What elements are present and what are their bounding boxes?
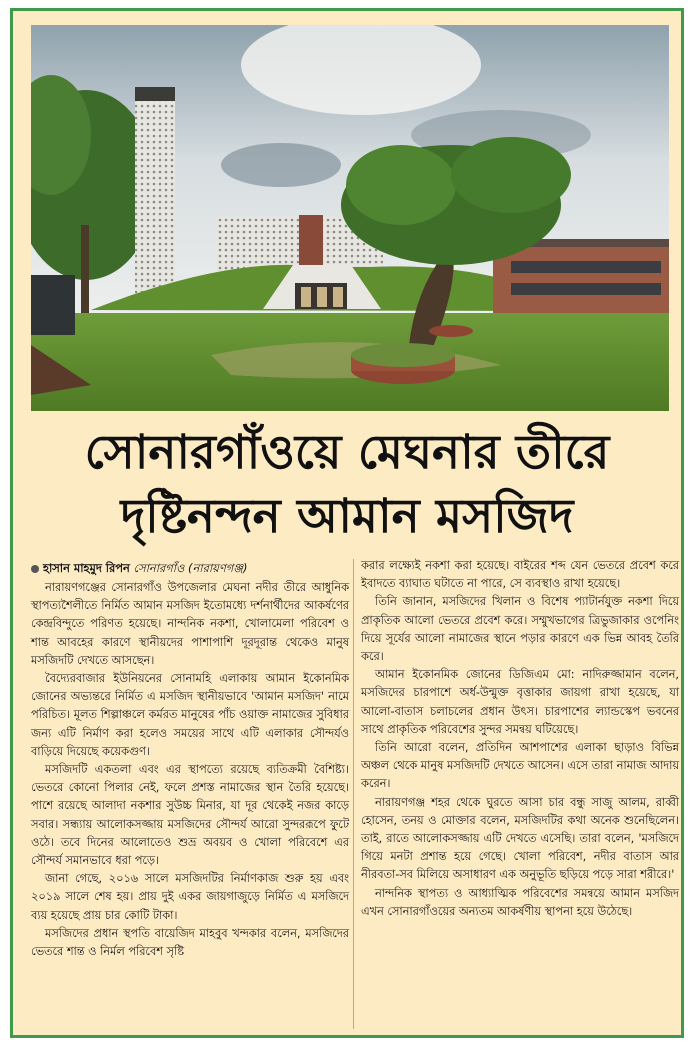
paragraph: জানা গেছে, ২০১৬ সালে মসজিদটির নির্মাণকাজ শুরু হয় এবং ২০১৯ সালে শেষ হয়। প্রায় দুই একর জায়গাজুড়ে নির্মিত এ মসজিদে ব্যয় হয়েছে প্রায় চার কোটি টাকা। <box>31 872 349 922</box>
left-column <box>31 579 349 961</box>
paragraph: তিনি আরো বলেন, প্রতিদিন আশপাশের এলাকা ছাড়াও বিভিন্ন অঞ্চল থেকে মানুষ মসজিদটি দেখতে আসেন। এসে তারা নামাজ আদায় করেন। <box>361 741 679 791</box>
paragraph: বৈদ্যেরবাজার ইউনিয়নের সোনামহি এলাকায় আমান ইকোনমিক জোনের অভ্যন্তরে নির্মিত এ মসজিদ স্থানীয়ভাবে 'আমান মসজিদ' নামে পরিচিত। মূলত শিল্পাঞ্চলে কর্মরত মানুষের পাঁচ ওয়াক্ত নামাজের সুবিধার জন্য এটি নির্মাণ করা হলেও সময়ের সাথে এটি এলাকার সৌন্দর্যও বাড়িয়ে দিয়েছে কয়েকগুণ। <box>31 672 349 758</box>
paragraph: মসজিদটি একতলা এবং এর স্থাপত্যে রয়েছে ব্যতিক্রমী বৈশিষ্ট্য। ভেতরে কোনো পিলার নেই, ফলে প্রশস্ত নামাজের স্থান তৈরি হয়েছে। পাশে রয়েছে আলাদা নকশার সুউচ্চ মিনার, যা দূর থেকেই নজর কাড়ে সবার। সন্ধ্যায় আলোকসজ্জায় মসজিদের সৌন্দর্য আরো সুন্দররূপে ফুটে ওঠে। তবে দিনের আলোতেও শুভ্র অবয়ব ও খোলা পরিবেশে এর সৌন্দর্য সমানভাবে ধরা পড়ে। <box>31 763 349 868</box>
byline-location: সোনারগাঁও (নারায়ণগঞ্জ) <box>133 561 248 575</box>
column-divider <box>353 559 354 1029</box>
paragraph: করার লক্ষ্যেই নকশা করা হয়েছে। বাইরের শব্দ যেন ভেতরে প্রবেশ করে ইবাদতে ব্যাঘাত ঘটাতে না পারে, সে ব্যবস্থাও রাখা হয়েছে। <box>361 559 679 591</box>
article-frame <box>10 8 684 1038</box>
paragraph: নান্দনিক স্থাপত্য ও আধ্যাত্মিক পরিবেশের সমন্বয়ে আমান মসজিদ এখন সোনারগাঁওয়ের অন্যতম আকর্ষণীয় স্থাপনা হয়ে উঠেছে। <box>361 886 679 918</box>
right-column <box>361 557 679 921</box>
mosque-photo-illustration <box>31 25 669 411</box>
byline-author: হাসান মাহমুদ রিপন <box>43 561 130 575</box>
headline-line-1: সোনারগাঁওয়ে মেঘনার তীরে <box>84 425 610 480</box>
paragraph: মসজিদের প্রধান স্থপতি বায়েজিদ মাহবুব খন্দকার বলেন, মসজিদের ভেতরে শান্ত ও নির্মল পরিবেশ সৃষ্টি <box>31 926 349 959</box>
paragraph: নারায়ণগঞ্জের সোনারগাঁও উপজেলার মেঘনা নদীর তীরে আধুনিক স্থাপত্যশৈলীতে নির্মিত আমান মসজিদ ইতোমধ্যে দর্শনার্থীদের আকর্ষণের কেন্দ্রবিন্দুতে পরিণত হয়েছে। নান্দনিক নকশা, খোলামেলা পরিবেশ ও শান্ত আবহের কারণে স্থানীয়দের পাশাপাশি দূরদূরান্ত থেকেও মানুষ মসজিদটি দেখতে আসছেন। <box>31 581 349 667</box>
paragraph: তিনি জানান, মসজিদের খিলান ও বিশেষ প্যাটার্নযুক্ত নকশা দিয়ে প্রাকৃতিক আলো ভেতরে প্রবেশ করে। সম্মুখভাগের ত্রিভুজাকার ওপেনিং দিয়ে সূর্যের আলো নামাজের স্থানে পড়ার কারণে এক ভিন্ন আবহ তৈরি করে। <box>361 595 679 664</box>
headline-line-2: দৃষ্টিনন্দন আমান মসজিদ <box>120 489 574 544</box>
byline <box>31 560 351 579</box>
paragraph: নারায়ণগঞ্জ শহর থেকে ঘুরতে আসা চার বন্ধু সাজু আলম, রাব্বী হোসেন, তনয় ও মোক্তার বলেন, মসজিদটির কথা অনেক শুনেছিলেন। তাই, রাতে আলোকসজ্জায় এটি দেখতে এসেছি। তারা বলেন, 'মসজিদে গিয়ে মনটা প্রশান্ত হয়ে গেছে। খোলা পরিবেশ, নদীর বাতাস আর নীরবতা-সব মিলিয়ে অসাধারণ এক অনুভূতি ছড়িয়ে পড়ে সারা শরীরে।' <box>361 795 679 882</box>
paragraph: আমান ইকোনমিক জোনের ডিজিএম মো: নাদিরুজ্জামান বলেন, মসজিদের চারপাশে অর্ধ-উন্মুক্ত বৃত্তাকার জায়গা রাখা হয়েছে, যা আলো-বাতাস চলাচলের প্রধান উৎস। চারপাশের ল্যান্ডস্কেপ ভবনের সাথে প্রাকৃতিক পরিবেশের সুন্দর সমন্বয় ঘটিয়েছে। <box>361 668 679 736</box>
bullet-icon <box>31 565 39 573</box>
mosque-photo <box>31 25 669 411</box>
headline <box>19 421 675 549</box>
